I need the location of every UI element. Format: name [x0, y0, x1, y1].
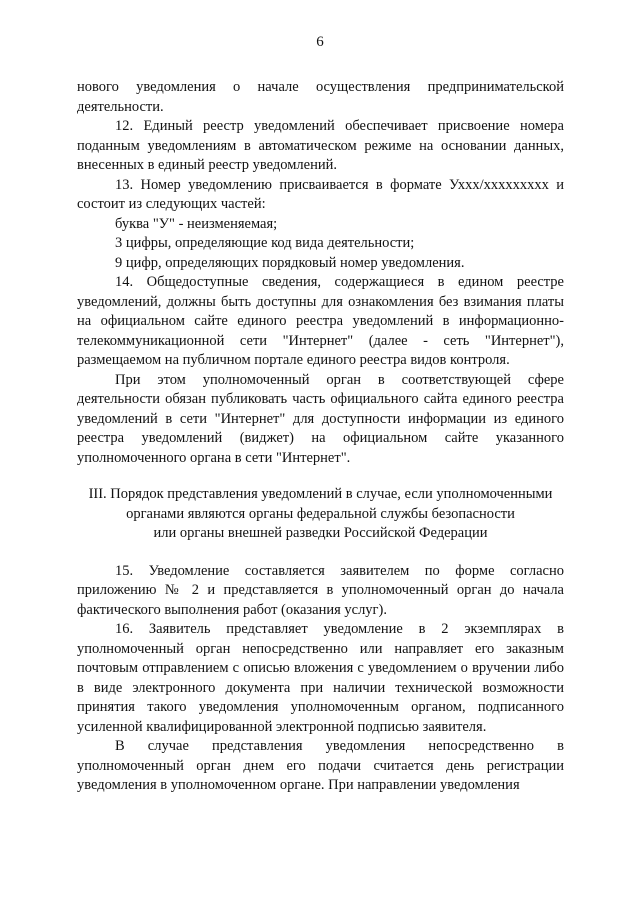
- list-item-sequence-number: 9 цифр, определяющих порядковый номер уведомления.: [115, 254, 465, 271]
- paragraph-item-15: 15. Уведомление составляется заявителем по форме согласно приложению № 2 и представляется в уполномоченный орган до начала фактического выполнения работ (оказания услуг).: [77, 562, 564, 618]
- paragraph-item-16: 16. Заявитель представляет уведомление в 2 экземплярах в уполномоченный орган непосредственно или направляет его заказным почтовым отправлением с описью вложения с уведомлением о вручении либо в виде электронного документа при наличии технической возможности принятия такого уведомления уполномоченным органом, подписанного усиленной квалифицированной электронной подписью заявителя.: [77, 621, 564, 735]
- paragraph-item-12: 12. Единый реестр уведомлений обеспечивает присвоение номера поданным уведомлениям в автоматическом режиме на основании данных, внесенных в единый реестр уведомлений.: [77, 118, 564, 173]
- section-heading-line: III. Порядок представления уведомлений в случае, если уполномоченными: [88, 486, 553, 502]
- section-heading: [77, 485, 564, 544]
- document-body: [77, 78, 564, 796]
- paragraph-widget: При этом уполномоченный орган в соответствующей сфере деятельности обязан публиковать часть официального сайта единого реестра уведомлений в сети "Интернет" для доступности информации из единого реестра уведомлений (виджет) на официальном сайте указанного уполномоченного органа в сети "Интернет".: [77, 371, 564, 466]
- paragraph-registration-day: В случае представления уведомления непосредственно в уполномоченный орган днем его подачи считается день регистрации уведомления в уполномоченном органе. При направлении уведомления: [77, 738, 564, 793]
- list-item-letter: буква "У" - неизменяемая;: [115, 215, 278, 232]
- list-item-activity-code: 3 цифры, определяющие код вида деятельности;: [115, 235, 415, 251]
- section-heading-line: или органы внешней разведки Российской Федерации: [153, 525, 488, 541]
- paragraph-item-14: 14. Общедоступные сведения, содержащиеся в едином реестре уведомлений, должны быть доступны для ознакомления без взимания платы на официальном сайте единого реестра уведомлений в информационно-телекоммуникационной сети "Интернет" (далее - сеть "Интернет"), размещаемом на публичном портале единого реестра видов контроля.: [77, 274, 564, 368]
- section-heading-line: органами являются органы федеральной службы безопасности: [126, 505, 515, 522]
- page-number: 6: [316, 34, 324, 50]
- paragraph-continuation: нового уведомления о начале осуществления предпринимательской деятельности.: [77, 79, 564, 115]
- paragraph-item-13: 13. Номер уведомлению присваивается в формате Уххх/ххххххххх и состоит из следующих частей:: [77, 176, 564, 212]
